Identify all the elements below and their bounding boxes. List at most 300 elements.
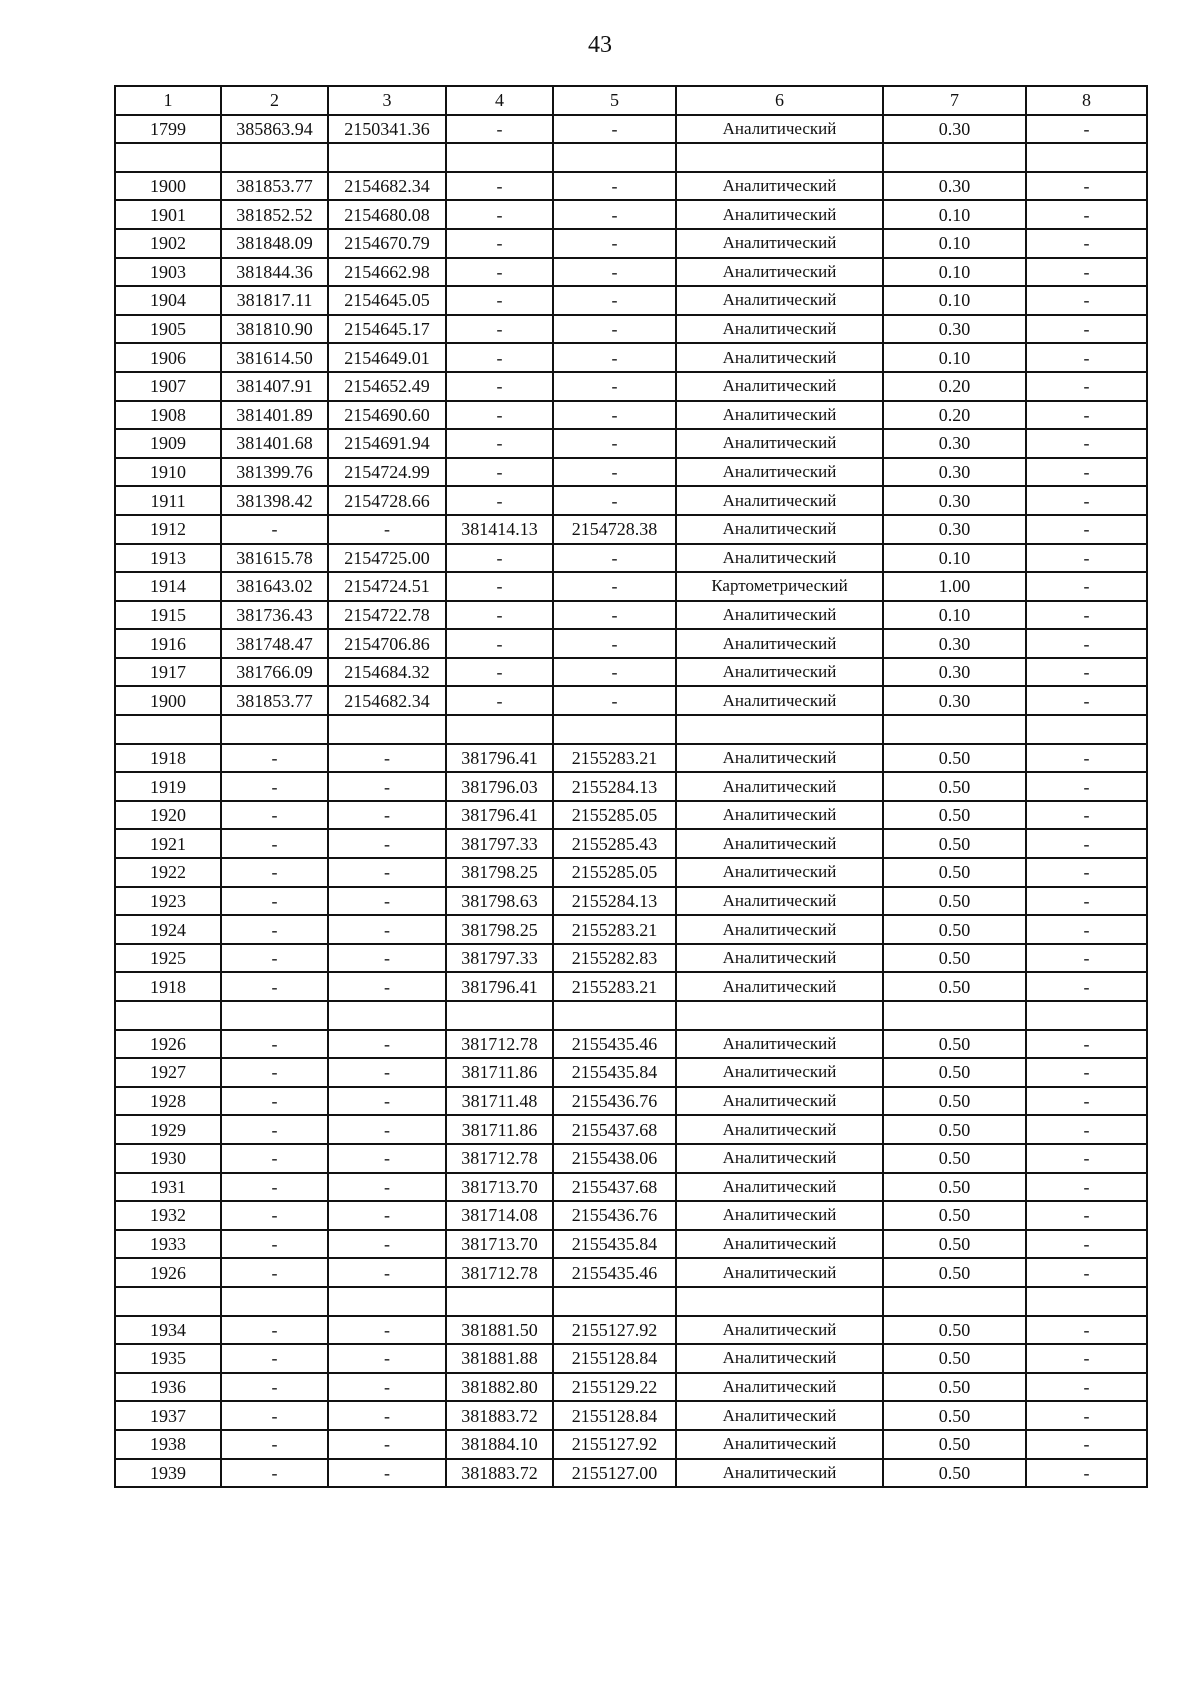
table-cell: 0.30 bbox=[883, 486, 1026, 515]
table-cell: 1927 bbox=[115, 1058, 221, 1087]
table-cell: Аналитический bbox=[676, 658, 883, 687]
table-cell: 0.50 bbox=[883, 1201, 1026, 1230]
table-cell bbox=[883, 1001, 1026, 1030]
table-cell: - bbox=[1026, 486, 1147, 515]
table-row bbox=[115, 1373, 1147, 1402]
table-cell: 1903 bbox=[115, 258, 221, 287]
table-cell: - bbox=[446, 315, 553, 344]
table-cell: Аналитический bbox=[676, 972, 883, 1001]
table-row bbox=[115, 772, 1147, 801]
table-cell: - bbox=[553, 686, 676, 715]
table-cell bbox=[676, 1287, 883, 1316]
table-row bbox=[115, 286, 1147, 315]
table-cell: 1918 bbox=[115, 972, 221, 1001]
table-header-row bbox=[115, 86, 1147, 115]
table-cell: Аналитический bbox=[676, 629, 883, 658]
table-row bbox=[115, 1459, 1147, 1488]
table-cell: - bbox=[221, 1144, 328, 1173]
table-cell: 0.10 bbox=[883, 544, 1026, 573]
table-cell: Аналитический bbox=[676, 429, 883, 458]
table-cell: - bbox=[1026, 1430, 1147, 1459]
table-cell bbox=[328, 715, 446, 744]
table-cell: 381797.33 bbox=[446, 944, 553, 973]
table-cell: - bbox=[328, 801, 446, 830]
table-cell bbox=[446, 1001, 553, 1030]
page-number: 43 bbox=[588, 32, 612, 58]
table-cell: Аналитический bbox=[676, 944, 883, 973]
table-cell bbox=[115, 1287, 221, 1316]
table-cell: 0.50 bbox=[883, 829, 1026, 858]
table-cell: - bbox=[553, 486, 676, 515]
table-cell: 1929 bbox=[115, 1115, 221, 1144]
table-row bbox=[115, 1058, 1147, 1087]
table-cell: - bbox=[328, 1316, 446, 1345]
table-row bbox=[115, 458, 1147, 487]
table-cell bbox=[676, 715, 883, 744]
table-cell: Аналитический bbox=[676, 915, 883, 944]
table-cell: 2154724.99 bbox=[328, 458, 446, 487]
table-cell: - bbox=[1026, 544, 1147, 573]
table-cell: - bbox=[221, 944, 328, 973]
table-cell: - bbox=[221, 829, 328, 858]
table-cell: 381711.86 bbox=[446, 1058, 553, 1087]
table-cell: 1921 bbox=[115, 829, 221, 858]
table-cell: 381796.03 bbox=[446, 772, 553, 801]
table-cell bbox=[221, 1287, 328, 1316]
table-cell: Аналитический bbox=[676, 1373, 883, 1402]
table-cell: - bbox=[446, 572, 553, 601]
table-cell: 1911 bbox=[115, 486, 221, 515]
table-cell bbox=[115, 143, 221, 172]
table-cell: Аналитический bbox=[676, 486, 883, 515]
table-cell: - bbox=[328, 1401, 446, 1430]
table-cell: 1914 bbox=[115, 572, 221, 601]
table-cell: - bbox=[1026, 343, 1147, 372]
table-cell: - bbox=[328, 1230, 446, 1259]
table-cell: 0.50 bbox=[883, 1030, 1026, 1059]
table-cell bbox=[553, 143, 676, 172]
table-cell: 381736.43 bbox=[221, 601, 328, 630]
table-cell: 381712.78 bbox=[446, 1258, 553, 1287]
table-cell: - bbox=[328, 1344, 446, 1373]
table-cell: 381817.11 bbox=[221, 286, 328, 315]
table-cell: Аналитический bbox=[676, 858, 883, 887]
table-cell: 0.50 bbox=[883, 944, 1026, 973]
table-cell: - bbox=[1026, 229, 1147, 258]
table-cell: - bbox=[221, 1030, 328, 1059]
table-cell: Аналитический bbox=[676, 115, 883, 144]
table-cell: 2154728.38 bbox=[553, 515, 676, 544]
table-cell: - bbox=[553, 372, 676, 401]
table-cell: 2155435.46 bbox=[553, 1258, 676, 1287]
table-cell: - bbox=[553, 401, 676, 430]
table-cell: - bbox=[328, 1459, 446, 1488]
table-cell bbox=[883, 1287, 1026, 1316]
table-cell: - bbox=[446, 401, 553, 430]
table-cell: 1907 bbox=[115, 372, 221, 401]
table-cell: 381407.91 bbox=[221, 372, 328, 401]
table-cell: 2154728.66 bbox=[328, 486, 446, 515]
table-row bbox=[115, 686, 1147, 715]
table-cell: 381713.70 bbox=[446, 1173, 553, 1202]
table-cell: - bbox=[1026, 372, 1147, 401]
table-cell: - bbox=[446, 372, 553, 401]
table-cell: 381796.41 bbox=[446, 801, 553, 830]
table-cell: - bbox=[1026, 601, 1147, 630]
table-cell: Аналитический bbox=[676, 229, 883, 258]
table-cell: 2155285.43 bbox=[553, 829, 676, 858]
table-cell bbox=[553, 715, 676, 744]
table-cell: 381796.41 bbox=[446, 744, 553, 773]
table-cell: - bbox=[1026, 1401, 1147, 1430]
table-row bbox=[115, 601, 1147, 630]
table-cell: - bbox=[446, 629, 553, 658]
table-row bbox=[115, 172, 1147, 201]
table-cell: 381881.50 bbox=[446, 1316, 553, 1345]
table-cell: 381798.63 bbox=[446, 887, 553, 916]
table-cell: 0.50 bbox=[883, 1144, 1026, 1173]
table-cell: - bbox=[1026, 315, 1147, 344]
table-cell: - bbox=[446, 115, 553, 144]
table-cell: 0.20 bbox=[883, 372, 1026, 401]
column-header: 8 bbox=[1026, 86, 1147, 115]
table-cell: - bbox=[328, 944, 446, 973]
table-row bbox=[115, 258, 1147, 287]
table-cell: 1915 bbox=[115, 601, 221, 630]
table-cell: - bbox=[446, 486, 553, 515]
table-cell bbox=[328, 143, 446, 172]
table-cell: 2155285.05 bbox=[553, 858, 676, 887]
table-cell bbox=[221, 143, 328, 172]
table-cell: - bbox=[1026, 1258, 1147, 1287]
table-cell: - bbox=[328, 772, 446, 801]
table-row bbox=[115, 744, 1147, 773]
table-cell: - bbox=[553, 601, 676, 630]
table-cell: 0.50 bbox=[883, 887, 1026, 916]
table-cell: - bbox=[446, 458, 553, 487]
table-cell: 1926 bbox=[115, 1258, 221, 1287]
table-cell: 381882.80 bbox=[446, 1373, 553, 1402]
table-cell: 1919 bbox=[115, 772, 221, 801]
table-cell: - bbox=[553, 315, 676, 344]
table-cell: 0.50 bbox=[883, 1115, 1026, 1144]
table-cell: 385863.94 bbox=[221, 115, 328, 144]
table-cell: - bbox=[221, 1173, 328, 1202]
table-cell: - bbox=[328, 1173, 446, 1202]
table-row bbox=[115, 1401, 1147, 1430]
table-row bbox=[115, 629, 1147, 658]
table-cell: 0.50 bbox=[883, 801, 1026, 830]
table-cell: - bbox=[328, 1058, 446, 1087]
table-row bbox=[115, 1230, 1147, 1259]
table-cell: 1937 bbox=[115, 1401, 221, 1430]
table-cell: - bbox=[1026, 829, 1147, 858]
table-cell: - bbox=[1026, 172, 1147, 201]
table-cell: 1932 bbox=[115, 1201, 221, 1230]
table-cell: 1936 bbox=[115, 1373, 221, 1402]
table-cell: 381712.78 bbox=[446, 1144, 553, 1173]
table-cell: 2155283.21 bbox=[553, 915, 676, 944]
separator-row bbox=[115, 143, 1147, 172]
table-cell: - bbox=[1026, 858, 1147, 887]
table-cell: - bbox=[446, 229, 553, 258]
table-cell: 381853.77 bbox=[221, 686, 328, 715]
table-cell: - bbox=[221, 1087, 328, 1116]
table-cell: 0.50 bbox=[883, 1173, 1026, 1202]
table-cell: 0.30 bbox=[883, 515, 1026, 544]
table-cell: 381401.89 bbox=[221, 401, 328, 430]
table-cell: 1922 bbox=[115, 858, 221, 887]
table-cell: - bbox=[328, 515, 446, 544]
table-cell: 0.50 bbox=[883, 972, 1026, 1001]
table-row bbox=[115, 972, 1147, 1001]
table-row bbox=[115, 1144, 1147, 1173]
table-cell: Аналитический bbox=[676, 1344, 883, 1373]
table-cell: Аналитический bbox=[676, 801, 883, 830]
table-cell: 1902 bbox=[115, 229, 221, 258]
table-cell: 0.50 bbox=[883, 1087, 1026, 1116]
table-cell: Аналитический bbox=[676, 1144, 883, 1173]
table-cell: 0.50 bbox=[883, 1373, 1026, 1402]
table-row bbox=[115, 887, 1147, 916]
table-cell: Аналитический bbox=[676, 458, 883, 487]
table-cell: - bbox=[1026, 1173, 1147, 1202]
table-cell: Аналитический bbox=[676, 515, 883, 544]
table-cell bbox=[328, 1001, 446, 1030]
table-cell: - bbox=[221, 972, 328, 1001]
table-cell: - bbox=[328, 1258, 446, 1287]
table-cell: 2155435.46 bbox=[553, 1030, 676, 1059]
table-cell: 2154645.05 bbox=[328, 286, 446, 315]
table-cell: 2154682.34 bbox=[328, 686, 446, 715]
table-cell: 381401.68 bbox=[221, 429, 328, 458]
table-cell: - bbox=[1026, 944, 1147, 973]
table-row bbox=[115, 829, 1147, 858]
table-cell: 0.10 bbox=[883, 258, 1026, 287]
table-cell: 381398.42 bbox=[221, 486, 328, 515]
table-cell: - bbox=[1026, 1058, 1147, 1087]
table-row bbox=[115, 372, 1147, 401]
table-cell bbox=[221, 715, 328, 744]
table-cell: 2155437.68 bbox=[553, 1173, 676, 1202]
table-cell bbox=[1026, 1287, 1147, 1316]
table-cell: 0.10 bbox=[883, 229, 1026, 258]
separator-row bbox=[115, 715, 1147, 744]
table-cell: - bbox=[221, 1230, 328, 1259]
table-cell: 1924 bbox=[115, 915, 221, 944]
table-row bbox=[115, 486, 1147, 515]
table-cell: 381713.70 bbox=[446, 1230, 553, 1259]
table-row bbox=[115, 1258, 1147, 1287]
table-cell: - bbox=[446, 544, 553, 573]
table-cell: 0.10 bbox=[883, 343, 1026, 372]
table-cell: - bbox=[446, 429, 553, 458]
table-cell: 0.30 bbox=[883, 315, 1026, 344]
table-cell: 1901 bbox=[115, 200, 221, 229]
table-cell: - bbox=[1026, 1230, 1147, 1259]
table-cell bbox=[553, 1001, 676, 1030]
table-cell: - bbox=[1026, 429, 1147, 458]
table-cell bbox=[221, 1001, 328, 1030]
table-cell: 381414.13 bbox=[446, 515, 553, 544]
column-header: 1 bbox=[115, 86, 221, 115]
table-cell: 1900 bbox=[115, 686, 221, 715]
table-cell: - bbox=[1026, 658, 1147, 687]
table-cell: 1909 bbox=[115, 429, 221, 458]
table-cell: 381810.90 bbox=[221, 315, 328, 344]
table-row bbox=[115, 801, 1147, 830]
table-cell: - bbox=[1026, 1373, 1147, 1402]
table-cell: 0.30 bbox=[883, 172, 1026, 201]
table-cell bbox=[676, 143, 883, 172]
column-header: 3 bbox=[328, 86, 446, 115]
table-cell: - bbox=[1026, 1144, 1147, 1173]
table-cell: 381712.78 bbox=[446, 1030, 553, 1059]
table-cell: - bbox=[553, 200, 676, 229]
table-cell: 0.50 bbox=[883, 1058, 1026, 1087]
table-cell: 1928 bbox=[115, 1087, 221, 1116]
table-cell: 2155284.13 bbox=[553, 772, 676, 801]
table-cell: 381615.78 bbox=[221, 544, 328, 573]
table-cell: 381643.02 bbox=[221, 572, 328, 601]
table-cell: 2155127.00 bbox=[553, 1459, 676, 1488]
table-cell: 0.50 bbox=[883, 744, 1026, 773]
table-cell: 381614.50 bbox=[221, 343, 328, 372]
table-cell: - bbox=[221, 772, 328, 801]
table-cell: - bbox=[221, 1058, 328, 1087]
table-cell: 1799 bbox=[115, 115, 221, 144]
table-cell: - bbox=[328, 1144, 446, 1173]
table-cell: Аналитический bbox=[676, 772, 883, 801]
table-cell: 0.50 bbox=[883, 1401, 1026, 1430]
table-cell: 381848.09 bbox=[221, 229, 328, 258]
table-cell: - bbox=[328, 972, 446, 1001]
table-cell: 2154645.17 bbox=[328, 315, 446, 344]
table-cell: Аналитический bbox=[676, 1459, 883, 1488]
table-cell: - bbox=[553, 115, 676, 144]
table-cell bbox=[328, 1287, 446, 1316]
table-cell: - bbox=[328, 915, 446, 944]
table-cell: - bbox=[1026, 629, 1147, 658]
table-row bbox=[115, 858, 1147, 887]
table-cell: 0.50 bbox=[883, 1258, 1026, 1287]
table-row bbox=[115, 429, 1147, 458]
table-cell: - bbox=[553, 258, 676, 287]
table-cell: - bbox=[221, 858, 328, 887]
table-cell: 1917 bbox=[115, 658, 221, 687]
table-row bbox=[115, 229, 1147, 258]
table-cell: - bbox=[328, 829, 446, 858]
table-cell: 1939 bbox=[115, 1459, 221, 1488]
table-cell: - bbox=[553, 572, 676, 601]
column-header: 5 bbox=[553, 86, 676, 115]
table-cell: - bbox=[1026, 972, 1147, 1001]
table-cell: 1934 bbox=[115, 1316, 221, 1345]
table-cell: Аналитический bbox=[676, 1401, 883, 1430]
table-cell: 2154682.34 bbox=[328, 172, 446, 201]
table-cell: - bbox=[1026, 887, 1147, 916]
table-cell: 1908 bbox=[115, 401, 221, 430]
table-cell bbox=[883, 715, 1026, 744]
table-cell: - bbox=[446, 172, 553, 201]
table-cell: - bbox=[446, 343, 553, 372]
table-cell: - bbox=[553, 629, 676, 658]
table-cell: 2155128.84 bbox=[553, 1401, 676, 1430]
table-cell: 0.50 bbox=[883, 1316, 1026, 1345]
table-row bbox=[115, 115, 1147, 144]
table-cell: 2154725.00 bbox=[328, 544, 446, 573]
table-cell: - bbox=[328, 1115, 446, 1144]
table-cell: 381797.33 bbox=[446, 829, 553, 858]
table-cell: Аналитический bbox=[676, 601, 883, 630]
table-cell: 2154690.60 bbox=[328, 401, 446, 430]
table-row bbox=[115, 1115, 1147, 1144]
table-cell: - bbox=[1026, 401, 1147, 430]
column-header: 2 bbox=[221, 86, 328, 115]
table-cell: - bbox=[1026, 915, 1147, 944]
table-cell: - bbox=[328, 1201, 446, 1230]
table-cell: - bbox=[553, 229, 676, 258]
table-cell: 0.10 bbox=[883, 286, 1026, 315]
table-cell: 1923 bbox=[115, 887, 221, 916]
table-cell: - bbox=[221, 1201, 328, 1230]
table-cell: - bbox=[221, 1316, 328, 1345]
table-cell: - bbox=[553, 458, 676, 487]
table-cell: Аналитический bbox=[676, 744, 883, 773]
table-cell: - bbox=[446, 258, 553, 287]
table-cell bbox=[1026, 143, 1147, 172]
table-cell: - bbox=[328, 1087, 446, 1116]
table-cell: 2154662.98 bbox=[328, 258, 446, 287]
table-row bbox=[115, 658, 1147, 687]
table-cell: Аналитический bbox=[676, 1058, 883, 1087]
coordinates-table bbox=[114, 85, 1148, 1488]
table-cell: - bbox=[221, 1401, 328, 1430]
table-cell: Аналитический bbox=[676, 315, 883, 344]
table-cell bbox=[115, 715, 221, 744]
table-cell: 2155128.84 bbox=[553, 1344, 676, 1373]
table-cell: 381714.08 bbox=[446, 1201, 553, 1230]
table-cell: 1.00 bbox=[883, 572, 1026, 601]
table-cell: - bbox=[1026, 286, 1147, 315]
table-cell bbox=[1026, 715, 1147, 744]
table-cell: 2155436.76 bbox=[553, 1087, 676, 1116]
table-cell: - bbox=[1026, 115, 1147, 144]
table-cell bbox=[553, 1287, 676, 1316]
table-cell: 2155437.68 bbox=[553, 1115, 676, 1144]
table-cell: 381798.25 bbox=[446, 858, 553, 887]
table-cell: - bbox=[221, 915, 328, 944]
table-cell: 0.10 bbox=[883, 200, 1026, 229]
table-cell: - bbox=[1026, 744, 1147, 773]
table-cell: 2155436.76 bbox=[553, 1201, 676, 1230]
table-cell: - bbox=[1026, 1115, 1147, 1144]
table-cell: - bbox=[1026, 258, 1147, 287]
table-cell: - bbox=[221, 515, 328, 544]
table-cell: - bbox=[1026, 1030, 1147, 1059]
table-cell: - bbox=[553, 286, 676, 315]
table-cell: - bbox=[328, 1373, 446, 1402]
table-cell: 2150341.36 bbox=[328, 115, 446, 144]
table-cell: 381796.41 bbox=[446, 972, 553, 1001]
table-cell: 2154670.79 bbox=[328, 229, 446, 258]
table-cell: 1913 bbox=[115, 544, 221, 573]
table-cell: 1910 bbox=[115, 458, 221, 487]
table-cell: Аналитический bbox=[676, 686, 883, 715]
table-cell: 0.50 bbox=[883, 772, 1026, 801]
table-cell: - bbox=[1026, 801, 1147, 830]
table-cell: - bbox=[553, 658, 676, 687]
